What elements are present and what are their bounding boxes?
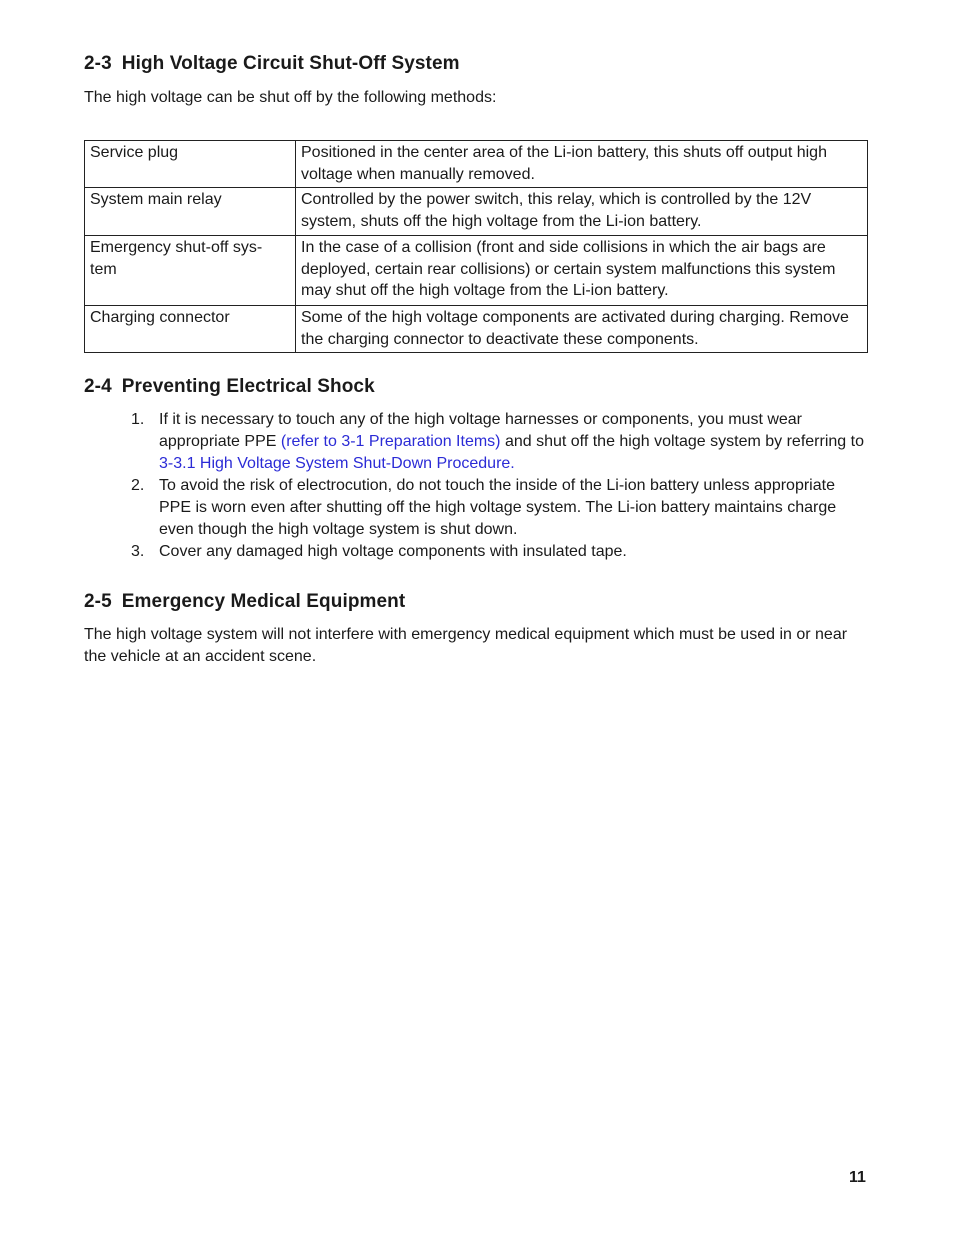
- item-text: Cover any damaged high voltage components with insulated tape.: [159, 543, 627, 560]
- page-number: 11: [849, 1169, 866, 1186]
- shutdown-procedure-link[interactable]: 3-3.1 High Voltage System Shut-Down Procedure: [159, 455, 511, 472]
- method-description: Some of the high voltage components are activated during charging. Remove the charging connector to deactivate these components.: [296, 306, 868, 353]
- list-number: 1.: [131, 411, 145, 428]
- section-number: 2-4: [84, 376, 112, 397]
- section-2-5-heading: [84, 591, 405, 613]
- method-name: Service plug: [85, 141, 296, 188]
- item-text: To avoid the risk of electrocution, do not touch the inside of the Li-ion battery unless appropriate PPE is worn even after shutting off the high voltage system. The Li-ion battery maintains charge even though the high voltage system is shut down.: [159, 477, 837, 538]
- section-title: Emergency Medical Equipment: [121, 591, 406, 612]
- method-description: Controlled by the power switch, this relay, which is controlled by the 12V system, shuts off the high voltage from the Li-ion battery.: [296, 188, 868, 236]
- preparation-items-link[interactable]: (refer to 3-1 Preparation Items): [280, 433, 501, 450]
- section-title: Preventing Electrical Shock: [121, 376, 375, 397]
- item-text: and shut off the high voltage system by referring to: [500, 433, 864, 450]
- list-item: [84, 475, 868, 541]
- section-2-5-body: The high voltage system will not interfere with emergency medical equipment which must be used in or near the vehicle at an accident scene.: [84, 626, 848, 665]
- table-row: [85, 141, 868, 188]
- method-name: Emergency shut-off sys- tem: [85, 236, 296, 306]
- link-period: .: [510, 455, 515, 472]
- section-2-3-intro: The high voltage can be shut off by the following methods:: [84, 89, 497, 106]
- section-2-3-heading: [84, 53, 460, 75]
- method-name: Charging connector: [85, 306, 296, 353]
- section-2-4-heading: [84, 376, 375, 398]
- list-item: [84, 541, 868, 563]
- method-description: Positioned in the center area of the Li-ion battery, this shuts off output high voltage when manually removed.: [296, 141, 868, 188]
- table-row: [85, 306, 868, 353]
- shutoff-methods-table: [84, 140, 868, 353]
- method-name: System main relay: [85, 188, 296, 236]
- table-row: [85, 236, 868, 306]
- section-title: High Voltage Circuit Shut-Off System: [121, 53, 460, 74]
- table-row: [85, 188, 868, 236]
- shock-prevention-list: [84, 409, 868, 563]
- section-number: 2-3: [84, 53, 112, 74]
- list-number: 3.: [131, 543, 145, 560]
- section-number: 2-5: [84, 591, 112, 612]
- method-description: In the case of a collision (front and side collisions in which the air bags are deployed, certain rear collisions) or certain system malfunctions this system may shut off the high voltage from the Li-ion battery.: [296, 236, 868, 306]
- item-text: If it is necessary to touch any of the high voltage harnesses or components, you must wear appropriate PPE: [159, 411, 803, 450]
- list-item: [84, 409, 868, 475]
- list-number: 2.: [131, 477, 145, 494]
